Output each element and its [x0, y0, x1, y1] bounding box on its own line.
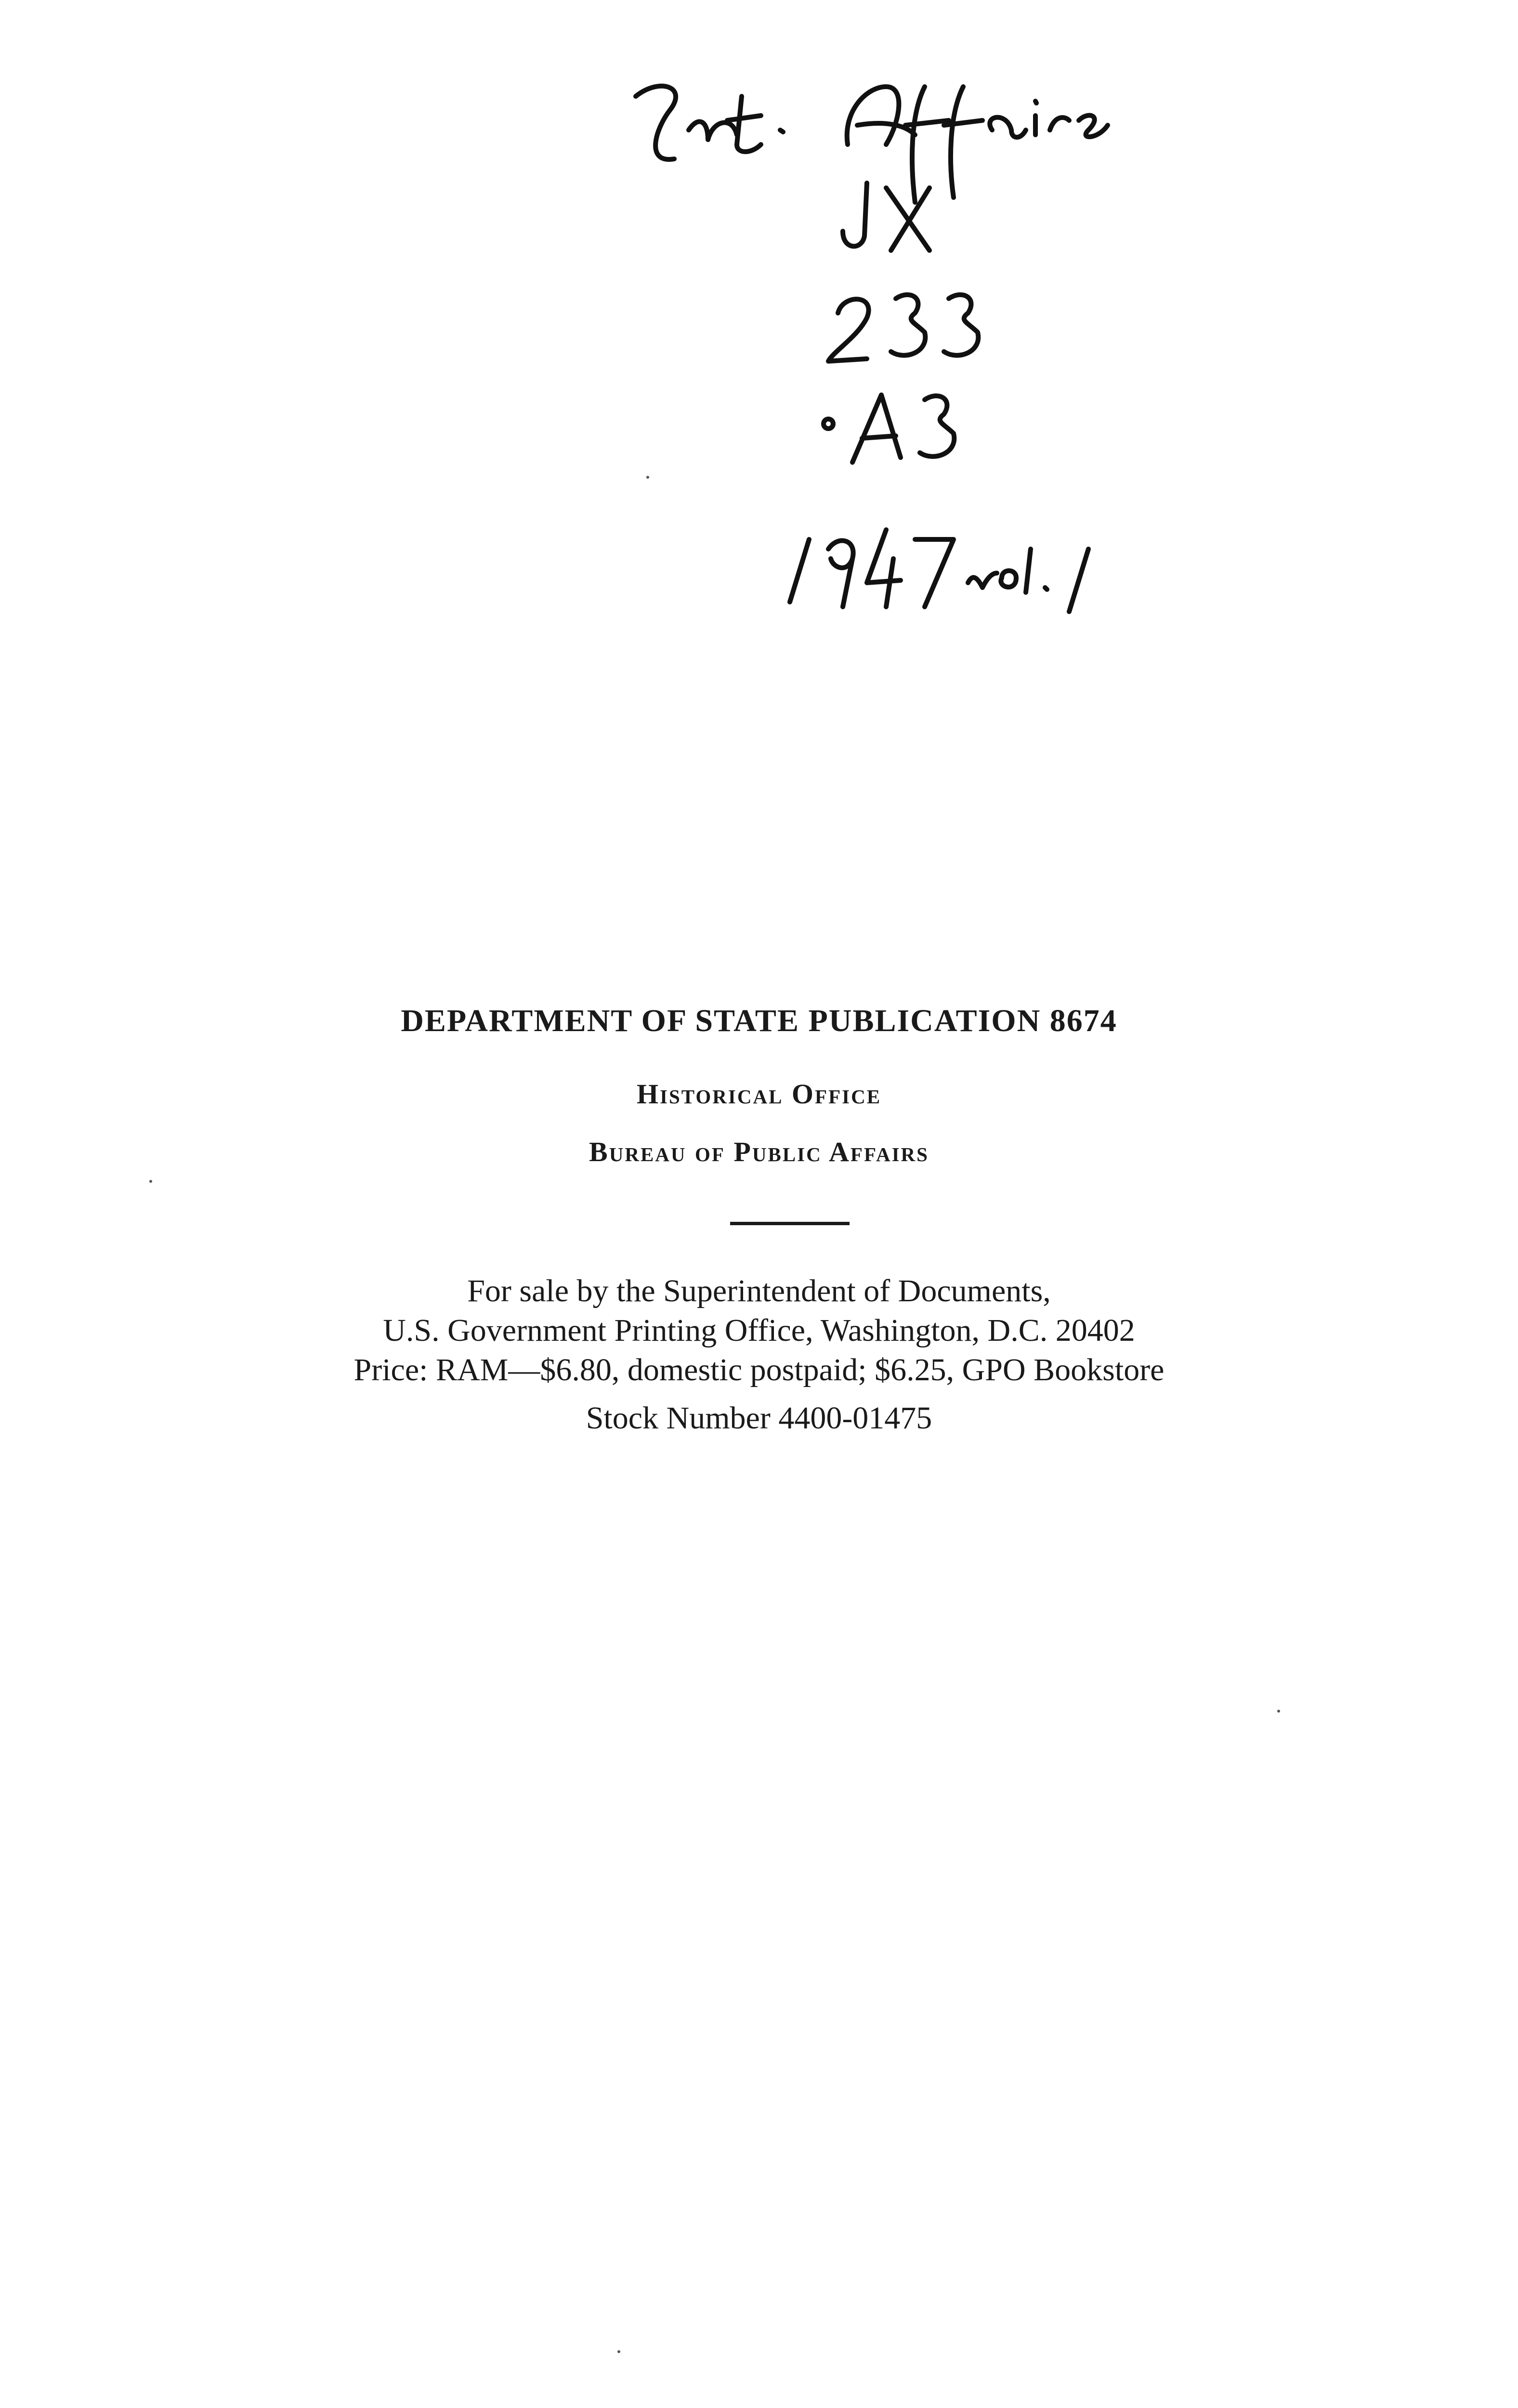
handwriting-stroke — [843, 183, 929, 250]
office-name: Historical Office — [636, 1078, 882, 1110]
handwriting-stroke — [636, 86, 783, 159]
sales-line: U.S. Government Printing Office, Washington, D.C. 20402 — [383, 1313, 1135, 1348]
scan-speck — [149, 1180, 152, 1183]
handwriting-stroke — [852, 395, 954, 462]
stock-number: Stock Number 4400-01475 — [586, 1400, 932, 1436]
handwriting-stroke — [847, 87, 1108, 202]
scan-speck — [646, 476, 649, 479]
divider-rule — [730, 1222, 850, 1225]
sales-line: For sale by the Superintendent of Documents, — [467, 1273, 1051, 1309]
scan-speck — [617, 2350, 620, 2353]
handwriting-stroke — [828, 295, 978, 361]
scan-speck — [1277, 1710, 1280, 1713]
publication-title: DEPARTMENT OF STATE PUBLICATION 8674 — [401, 1003, 1117, 1038]
bureau-name: Bureau of Public Affairs — [589, 1136, 929, 1167]
handwriting-drawing — [616, 58, 1291, 732]
handwriting-stroke — [790, 530, 1088, 612]
handwritten-call-number — [616, 58, 1291, 732]
handwriting-stroke — [824, 419, 833, 429]
price-line: Price: RAM—$6.80, domestic postpaid; $6.25, GPO Bookstore — [353, 1352, 1165, 1387]
